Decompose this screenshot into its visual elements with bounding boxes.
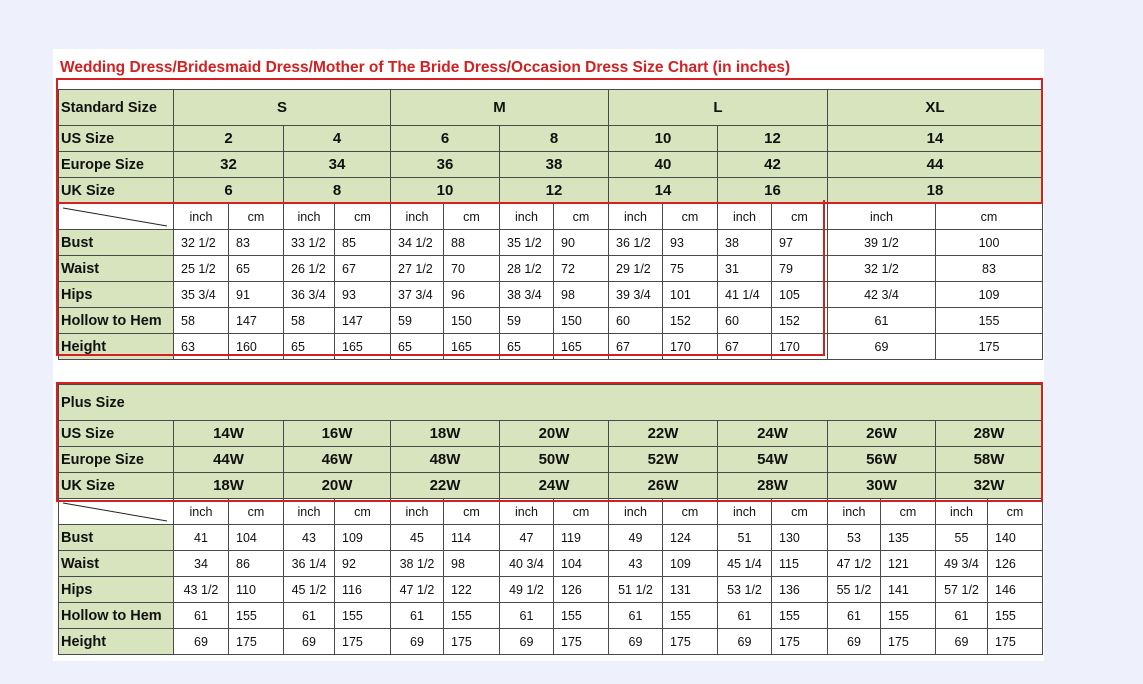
cm-value: 175: [881, 629, 936, 655]
measurement-row: [59, 256, 1043, 282]
inch-value: 34 1/2: [391, 230, 444, 256]
size-value: 44W: [174, 447, 284, 473]
unit-cm-header: cm: [663, 499, 718, 525]
cm-value: 109: [335, 525, 391, 551]
inch-value: 63: [174, 334, 229, 360]
cm-value: 96: [444, 282, 500, 308]
size-value: 54W: [718, 447, 828, 473]
unit-inch-header: inch: [936, 499, 988, 525]
measurement-row: [59, 551, 1043, 577]
cm-value: 86: [229, 551, 284, 577]
cm-value: 83: [229, 230, 284, 256]
size-value: 24W: [500, 473, 609, 499]
cm-value: 155: [335, 603, 391, 629]
cm-value: 124: [663, 525, 718, 551]
cm-value: 165: [444, 334, 500, 360]
size-value: 28W: [718, 473, 828, 499]
inch-value: 27 1/2: [391, 256, 444, 282]
uk-size-row: [59, 178, 1043, 204]
unit-inch-header: inch: [500, 499, 554, 525]
cm-value: 116: [335, 577, 391, 603]
cm-value: 155: [444, 603, 500, 629]
cm-value: 150: [444, 308, 500, 334]
size-value: 50W: [500, 447, 609, 473]
size-value: 18W: [391, 421, 500, 447]
row-label: UK Size: [59, 473, 174, 499]
row-label: Bust: [59, 230, 174, 256]
cm-value: 93: [335, 282, 391, 308]
europe-size-row: [59, 152, 1043, 178]
cm-value: 70: [444, 256, 500, 282]
unit-inch-header: inch: [174, 499, 229, 525]
standard-size-label: Standard Size: [59, 90, 174, 126]
size-value: 58W: [936, 447, 1043, 473]
cm-value: 175: [663, 629, 718, 655]
inch-value: 39 1/2: [828, 230, 936, 256]
measurement-row: [59, 282, 1043, 308]
inch-value: 41: [174, 525, 229, 551]
inch-value: 69: [936, 629, 988, 655]
cm-value: 152: [772, 308, 828, 334]
inch-value: 38: [718, 230, 772, 256]
inch-value: 31: [718, 256, 772, 282]
cm-value: 98: [444, 551, 500, 577]
inch-value: 61: [828, 308, 936, 334]
size-value: 10: [391, 178, 500, 204]
cm-value: 104: [554, 551, 609, 577]
size-value: 30W: [828, 473, 936, 499]
unit-cm-header: cm: [444, 204, 500, 230]
inch-value: 45 1/4: [718, 551, 772, 577]
unit-inch-header: inch: [718, 499, 772, 525]
unit-row: [59, 204, 1043, 230]
size-value: 26W: [828, 421, 936, 447]
cm-value: 131: [663, 577, 718, 603]
size-value: 20W: [500, 421, 609, 447]
size-value: 32: [174, 152, 284, 178]
size-value: 14: [609, 178, 718, 204]
inch-value: 38 1/2: [391, 551, 444, 577]
unit-cm-header: cm: [229, 499, 284, 525]
inch-value: 69: [284, 629, 335, 655]
measurement-row: [59, 230, 1043, 256]
inch-value: 67: [609, 334, 663, 360]
measurement-row: [59, 308, 1043, 334]
unit-inch-header: inch: [391, 204, 444, 230]
inch-value: 61: [718, 603, 772, 629]
cm-value: 135: [881, 525, 936, 551]
row-label: Hips: [59, 282, 174, 308]
cm-value: 170: [772, 334, 828, 360]
inch-value: 61: [936, 603, 988, 629]
inch-value: 34: [174, 551, 229, 577]
uk-size-row: [59, 473, 1043, 499]
group-header: S: [174, 90, 391, 126]
diagonal-line-icon: [59, 499, 174, 525]
diagonal-line-icon: [59, 204, 174, 230]
size-value: 28W: [936, 421, 1043, 447]
size-value: 16W: [284, 421, 391, 447]
us-size-row: [59, 421, 1043, 447]
cm-value: 175: [936, 334, 1043, 360]
cm-value: 147: [229, 308, 284, 334]
inch-value: 37 3/4: [391, 282, 444, 308]
cm-value: 110: [229, 577, 284, 603]
size-value: 52W: [609, 447, 718, 473]
size-value: 38: [500, 152, 609, 178]
cm-value: 126: [554, 577, 609, 603]
cm-value: 122: [444, 577, 500, 603]
row-label: UK Size: [59, 178, 174, 204]
unit-inch-header: inch: [284, 204, 335, 230]
unit-inch-header: inch: [500, 204, 554, 230]
unit-cm-header: cm: [881, 499, 936, 525]
size-value: 48W: [391, 447, 500, 473]
size-value: 42: [718, 152, 828, 178]
row-label: Waist: [59, 256, 174, 282]
measurement-row: [59, 334, 1043, 360]
row-label: Hollow to Hem: [59, 308, 174, 334]
inch-value: 61: [500, 603, 554, 629]
size-value: 46W: [284, 447, 391, 473]
unit-inch-header: inch: [284, 499, 335, 525]
inch-value: 47 1/2: [828, 551, 881, 577]
us-size-row: [59, 126, 1043, 152]
inch-value: 45 1/2: [284, 577, 335, 603]
inch-value: 43: [609, 551, 663, 577]
cm-value: 72: [554, 256, 609, 282]
row-label: Height: [59, 629, 174, 655]
inch-value: 47 1/2: [391, 577, 444, 603]
inch-value: 61: [391, 603, 444, 629]
inch-value: 45: [391, 525, 444, 551]
cm-value: 155: [663, 603, 718, 629]
size-value: 36: [391, 152, 500, 178]
inch-value: 26 1/2: [284, 256, 335, 282]
unit-inch-header: inch: [828, 499, 881, 525]
row-label: Waist: [59, 551, 174, 577]
size-value: 40: [609, 152, 718, 178]
inch-value: 69: [828, 629, 881, 655]
inch-value: 36 1/2: [609, 230, 663, 256]
inch-value: 55: [936, 525, 988, 551]
cm-value: 126: [988, 551, 1043, 577]
cm-value: 146: [988, 577, 1043, 603]
cm-value: 175: [444, 629, 500, 655]
unit-cm-header: cm: [444, 499, 500, 525]
inch-value: 61: [284, 603, 335, 629]
corner-diagonal: [59, 499, 174, 525]
unit-row: [59, 499, 1043, 525]
cm-value: 130: [772, 525, 828, 551]
inch-value: 43: [284, 525, 335, 551]
cm-value: 155: [554, 603, 609, 629]
cm-value: 165: [554, 334, 609, 360]
unit-cm-header: cm: [663, 204, 718, 230]
unit-cm-header: cm: [335, 204, 391, 230]
size-value: 14: [828, 126, 1043, 152]
unit-cm-header: cm: [772, 204, 828, 230]
unit-inch-header: inch: [609, 499, 663, 525]
cm-value: 141: [881, 577, 936, 603]
unit-cm-header: cm: [772, 499, 828, 525]
cm-value: 93: [663, 230, 718, 256]
inch-value: 65: [500, 334, 554, 360]
group-header: L: [609, 90, 828, 126]
cm-value: 155: [772, 603, 828, 629]
inch-value: 41 1/4: [718, 282, 772, 308]
inch-value: 32 1/2: [828, 256, 936, 282]
cm-value: 175: [988, 629, 1043, 655]
inch-value: 28 1/2: [500, 256, 554, 282]
size-value: 12: [500, 178, 609, 204]
inch-value: 53: [828, 525, 881, 551]
inch-value: 69: [718, 629, 772, 655]
cm-value: 90: [554, 230, 609, 256]
row-label: Europe Size: [59, 152, 174, 178]
inch-value: 65: [391, 334, 444, 360]
cm-value: 105: [772, 282, 828, 308]
size-value: 8: [284, 178, 391, 204]
unit-cm-header: cm: [335, 499, 391, 525]
inch-value: 49 3/4: [936, 551, 988, 577]
measurement-row: [59, 603, 1043, 629]
unit-cm-header: cm: [229, 204, 284, 230]
cm-value: 67: [335, 256, 391, 282]
unit-cm-header: cm: [554, 204, 609, 230]
row-label: Hollow to Hem: [59, 603, 174, 629]
row-label: US Size: [59, 421, 174, 447]
inch-value: 29 1/2: [609, 256, 663, 282]
cm-value: 175: [772, 629, 828, 655]
corner-diagonal: [59, 204, 174, 230]
inch-value: 36 3/4: [284, 282, 335, 308]
unit-inch-header: inch: [828, 204, 936, 230]
unit-inch-header: inch: [174, 204, 229, 230]
unit-cm-header: cm: [554, 499, 609, 525]
cm-value: 65: [229, 256, 284, 282]
inch-value: 36 1/4: [284, 551, 335, 577]
inch-value: 69: [391, 629, 444, 655]
inch-value: 69: [609, 629, 663, 655]
size-value: 56W: [828, 447, 936, 473]
size-value: 18: [828, 178, 1043, 204]
cm-value: 175: [335, 629, 391, 655]
inch-value: 42 3/4: [828, 282, 936, 308]
cm-value: 147: [335, 308, 391, 334]
size-value: 8: [500, 126, 609, 152]
inch-value: 33 1/2: [284, 230, 335, 256]
inch-value: 32 1/2: [174, 230, 229, 256]
row-label: Hips: [59, 577, 174, 603]
cm-value: 119: [554, 525, 609, 551]
size-value: 18W: [174, 473, 284, 499]
cm-value: 109: [663, 551, 718, 577]
inch-value: 39 3/4: [609, 282, 663, 308]
inch-value: 61: [174, 603, 229, 629]
size-chart-sheet: [53, 49, 1044, 661]
inch-value: 60: [718, 308, 772, 334]
plus-size-label: Plus Size: [59, 385, 1043, 421]
cm-value: 114: [444, 525, 500, 551]
cm-value: 83: [936, 256, 1043, 282]
unit-cm-header: cm: [988, 499, 1043, 525]
cm-value: 115: [772, 551, 828, 577]
cm-value: 155: [988, 603, 1043, 629]
unit-inch-header: inch: [391, 499, 444, 525]
cm-value: 97: [772, 230, 828, 256]
inch-value: 49 1/2: [500, 577, 554, 603]
cm-value: 155: [229, 603, 284, 629]
cm-value: 165: [335, 334, 391, 360]
row-label: Europe Size: [59, 447, 174, 473]
cm-value: 121: [881, 551, 936, 577]
cm-value: 98: [554, 282, 609, 308]
standard-size-table: [58, 89, 1043, 360]
inch-value: 43 1/2: [174, 577, 229, 603]
inch-value: 61: [609, 603, 663, 629]
cm-value: 175: [229, 629, 284, 655]
inch-value: 53 1/2: [718, 577, 772, 603]
cm-value: 160: [229, 334, 284, 360]
size-value: 34: [284, 152, 391, 178]
row-label: Height: [59, 334, 174, 360]
inch-value: 58: [284, 308, 335, 334]
inch-value: 69: [828, 334, 936, 360]
size-value: 4: [284, 126, 391, 152]
group-header: XL: [828, 90, 1043, 126]
unit-inch-header: inch: [609, 204, 663, 230]
size-value: 24W: [718, 421, 828, 447]
cm-value: 150: [554, 308, 609, 334]
size-value: 10: [609, 126, 718, 152]
cm-value: 140: [988, 525, 1043, 551]
inch-value: 38 3/4: [500, 282, 554, 308]
inch-value: 61: [828, 603, 881, 629]
inch-value: 69: [500, 629, 554, 655]
inch-value: 59: [391, 308, 444, 334]
group-header: M: [391, 90, 609, 126]
inch-value: 47: [500, 525, 554, 551]
measurement-row: [59, 577, 1043, 603]
cm-value: 85: [335, 230, 391, 256]
size-value: 6: [391, 126, 500, 152]
size-value: 16: [718, 178, 828, 204]
row-label: Bust: [59, 525, 174, 551]
size-value: 44: [828, 152, 1043, 178]
cm-value: 155: [936, 308, 1043, 334]
chart-title: Wedding Dress/Bridesmaid Dress/Mother of The Bride Dress/Occasion Dress Size Chart (in inches): [60, 59, 791, 76]
cm-value: 104: [229, 525, 284, 551]
inch-value: 35 3/4: [174, 282, 229, 308]
cm-value: 101: [663, 282, 718, 308]
measurement-row: [59, 629, 1043, 655]
inch-value: 40 3/4: [500, 551, 554, 577]
size-value: 22W: [609, 421, 718, 447]
inch-value: 58: [174, 308, 229, 334]
size-value: 20W: [284, 473, 391, 499]
size-value: 32W: [936, 473, 1043, 499]
size-value: 6: [174, 178, 284, 204]
inch-value: 51 1/2: [609, 577, 663, 603]
inch-value: 67: [718, 334, 772, 360]
cm-value: 91: [229, 282, 284, 308]
size-value: 12: [718, 126, 828, 152]
cm-value: 75: [663, 256, 718, 282]
inch-value: 60: [609, 308, 663, 334]
cm-value: 136: [772, 577, 828, 603]
cm-value: 79: [772, 256, 828, 282]
cm-value: 109: [936, 282, 1043, 308]
size-value: 26W: [609, 473, 718, 499]
inch-value: 51: [718, 525, 772, 551]
cm-value: 155: [881, 603, 936, 629]
inch-value: 65: [284, 334, 335, 360]
inch-value: 49: [609, 525, 663, 551]
measurement-row: [59, 525, 1043, 551]
inch-value: 59: [500, 308, 554, 334]
cm-value: 175: [554, 629, 609, 655]
plus-size-table: [58, 384, 1043, 655]
inch-value: 35 1/2: [500, 230, 554, 256]
inch-value: 25 1/2: [174, 256, 229, 282]
size-value: 2: [174, 126, 284, 152]
inch-value: 55 1/2: [828, 577, 881, 603]
size-value: 22W: [391, 473, 500, 499]
cm-value: 92: [335, 551, 391, 577]
row-label: US Size: [59, 126, 174, 152]
cm-value: 170: [663, 334, 718, 360]
size-value: 14W: [174, 421, 284, 447]
europe-size-row: [59, 447, 1043, 473]
cm-value: 100: [936, 230, 1043, 256]
inch-value: 69: [174, 629, 229, 655]
cm-value: 152: [663, 308, 718, 334]
inch-value: 57 1/2: [936, 577, 988, 603]
unit-inch-header: inch: [718, 204, 772, 230]
unit-cm-header: cm: [936, 204, 1043, 230]
cm-value: 88: [444, 230, 500, 256]
